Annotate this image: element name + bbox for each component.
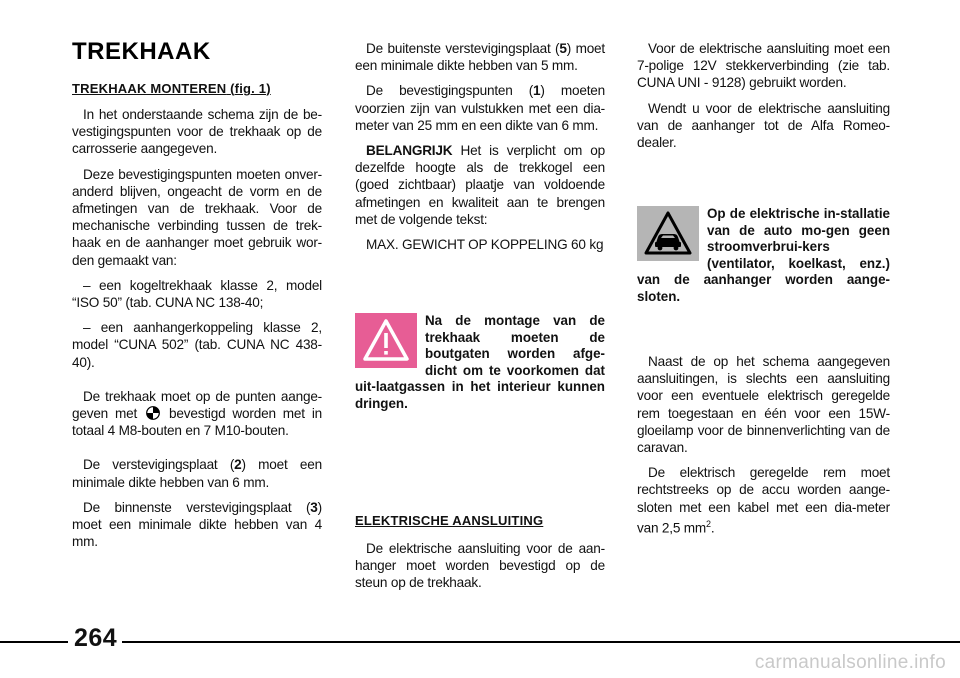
- footer-rule-left: [0, 641, 68, 643]
- paragraph: [355, 142, 605, 228]
- text-run: ) moeten voorzien zijn van vulstukken met een dia-meter van 25 mm en een dikte van 6 mm.: [355, 83, 605, 133]
- section-heading-electrical: ELEKTRISCHE AANSLUITING: [355, 513, 544, 528]
- page-number: 264: [74, 624, 118, 652]
- section-heading-mounting: [72, 81, 271, 96]
- footer-rule-right: [122, 641, 960, 643]
- text-run: De bevestigingspunten (: [366, 83, 534, 99]
- ref-number: 2: [234, 457, 242, 473]
- text-run: ) moet een minimale dikte hebben van 5 mm.: [355, 41, 605, 74]
- column-1: [72, 106, 322, 550]
- paragraph: – een aanhangerkoppeling klasse 2, model “CUNA 502” (tab. CUNA NC 438-40).: [72, 320, 322, 370]
- plate-text: MAX. GEWICHT OP KOPPELING 60 kg: [366, 237, 604, 253]
- ref-number: 3: [310, 499, 318, 515]
- notice-box: [637, 206, 890, 306]
- warning-triangle-icon: [355, 313, 417, 368]
- paragraph: [355, 40, 605, 74]
- paragraph: Deze bevestigingspunten moeten onver-anderd blijven, ongeacht de vorm en de afmetingen van de trekhaak. Voor de mechanische verbinding tussen de trek-haak en de aanhanger moet gebruik wor-den gemaakt van:: [72, 166, 322, 268]
- text-run: De buitenste verstevigingsplaat (: [366, 41, 560, 56]
- superscript: 2: [706, 518, 711, 529]
- column-2: [355, 40, 605, 253]
- paragraph: [72, 388, 322, 440]
- text-run: De binnenste verstevigingsplaat (: [83, 499, 311, 515]
- fig-reference: (fig. 1): [230, 81, 271, 96]
- text-run: De elektrisch geregelde rem moet rechtstreeks op de accu worden aange-sloten met een kabel met een dia-meter van 2,5 mm: [637, 465, 890, 536]
- heading-mounting-text: TREKHAAK MONTEREN: [72, 81, 227, 96]
- paragraph: Wendt u voor de elektrische aansluiting van de aanhanger tot de Alfa Romeo-dealer.: [637, 100, 890, 151]
- warning-box: [355, 313, 605, 413]
- paragraph: [637, 464, 890, 536]
- text-run: ) moet een minimale dikte hebben van 4 mm.: [72, 499, 322, 550]
- column-3: [637, 40, 890, 151]
- important-label: BELANGRIJK: [366, 143, 453, 159]
- column-3-lower: [637, 353, 890, 537]
- watermark: carmanualsonline.info: [754, 652, 946, 673]
- paragraph: Naast de op het schema aangegeven aansluitingen, is slechts een aansluiting voor een eventuele elektrisch geregelde rem toegestaan en één voor een 15W-gloeilamp voor de binnenverlichting van de caravan.: [637, 354, 890, 456]
- paragraph: [355, 82, 605, 134]
- text-run: De trekhaak moet op de punten aange-geven met: [72, 388, 322, 422]
- text-run: bevestigd worden met in totaal 4 M8-bouten en 7 M10-bouten.: [72, 406, 322, 439]
- fastening-point-symbol-icon: [146, 406, 160, 420]
- ref-number: 1: [533, 83, 541, 99]
- text-run: .: [710, 520, 715, 536]
- text-run: De verstevigingsplaat (: [83, 457, 235, 473]
- ref-number: 5: [559, 41, 567, 56]
- column-2-lower: [355, 540, 605, 592]
- paragraph: In het onderstaande schema zijn de be-vestigingspunten voor de trekhaak op de carrosserie aangegeven.: [72, 107, 322, 157]
- text-run: ) moet een minimale dikte hebben van 6 mm.: [72, 457, 322, 490]
- car-notice-icon: [637, 206, 699, 261]
- page-title: TREKHAAK: [72, 38, 211, 65]
- notice-text-run: Op de elektrische in-stallatie van de auto mo-gen geen stroomverbrui-kers (ventilator, koelkast, enz.) van de aanhanger worden aange-sloten.: [637, 206, 890, 304]
- paragraph: – een kogeltrekhaak klasse 2, model “ISO 50” (tab. CUNA NC 138-40;: [72, 277, 322, 311]
- text-run: Het is verplicht om op dezelfde hoogte als de trekkogel een (goed zichtbaar) plaatje van voldoende afmetingen en kwaliteit aan te brengen met de volgende tekst:: [355, 143, 605, 227]
- paragraph: [72, 499, 322, 551]
- paragraph: [72, 456, 322, 490]
- paragraph: De elektrische aansluiting voor de aan-hanger moet worden bevestigd op de steun op de trekhaak.: [355, 541, 605, 591]
- warning-text-run: Na de montage van de trekhaak moeten de boutgaten worden afge-dicht om te voorkomen dat uit-laatgassen in het interieur kunnen dringen.: [355, 313, 605, 411]
- paragraph: Voor de elektrische aansluiting moet een 7-polige 12V stekkerverbinding (zie tab. CUNA UNI - 9128) gebruikt worden.: [637, 41, 890, 91]
